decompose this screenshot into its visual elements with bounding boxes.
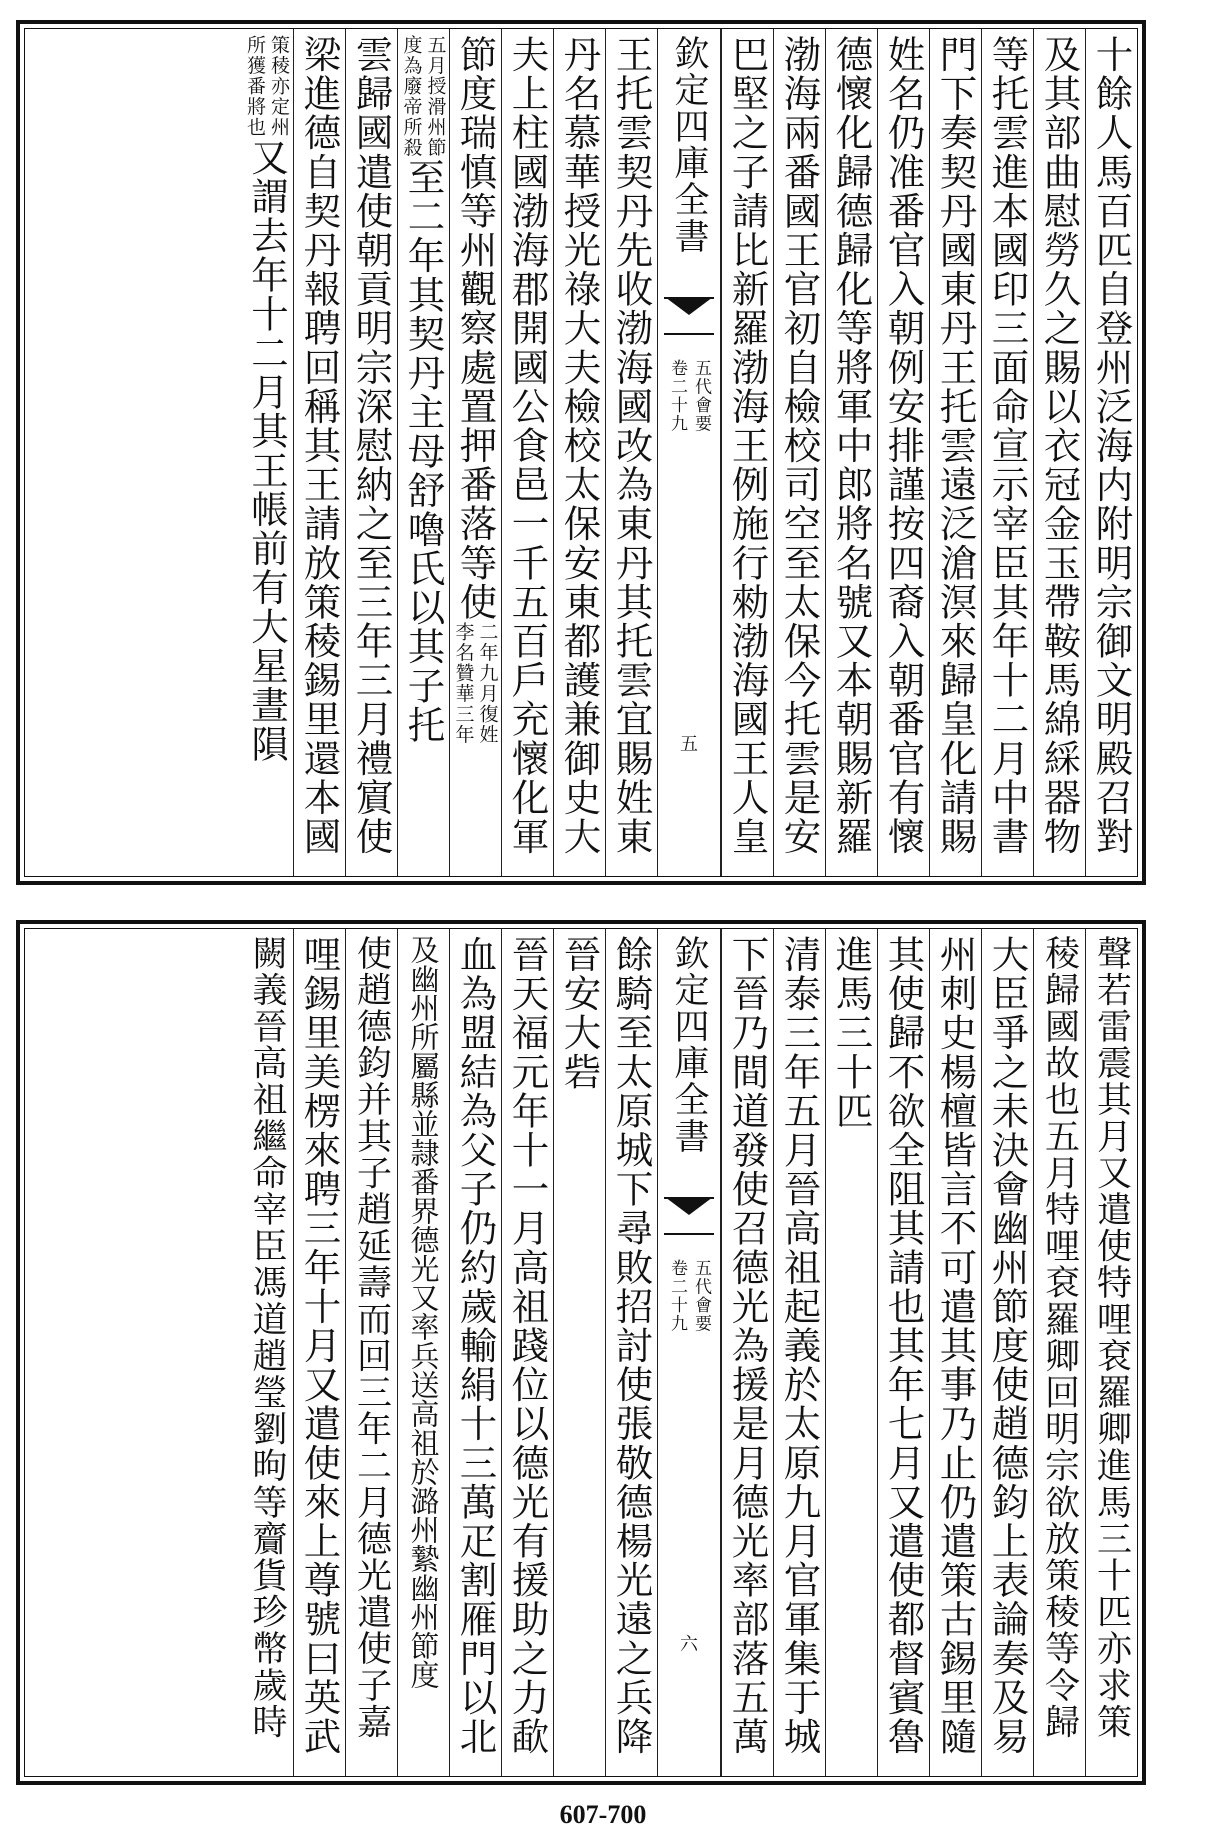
column-text: 巴堅之子請比新羅渤海王例施行勑渤海國王人皇 <box>725 35 770 857</box>
text-column <box>397 929 449 1776</box>
book-title: 五代會要 <box>691 1259 711 1333</box>
lower-leaf-frame <box>24 928 1138 1777</box>
upper-leaf-frame <box>24 28 1138 877</box>
annotation <box>243 35 291 138</box>
fishtail-mark <box>664 297 714 335</box>
text-column <box>1033 929 1085 1776</box>
column-text: 晉安大砦 <box>557 935 602 1092</box>
column-text: 門下奏契丹國東丹王托雲遠泛滄溟來歸皇化請賜 <box>933 35 978 857</box>
column-text: 及其部曲慰勞久之賜以衣冠金玉帶鞍馬綿綵器物 <box>1037 35 1082 857</box>
text-column <box>825 29 877 876</box>
column-text: 稜歸國故也五月特哩袞羅卿回明宗欲放策稜等令歸 <box>1039 935 1080 1741</box>
center-fold-column <box>657 929 721 1776</box>
text-column <box>345 929 397 1776</box>
column-text: 夫上柱國渤海郡開國公食邑一千五百戶充懷化軍 <box>505 35 550 857</box>
annotation <box>400 35 448 158</box>
book-series-title: 欽定四庫全書 <box>669 35 709 255</box>
column-text: 王托雲契丹先收渤海國改為東丹其托雲宜賜姓東 <box>609 35 654 857</box>
column-text: 哩錫里美楞來聘三年十月又遣使來上尊號曰英武 <box>297 935 342 1757</box>
text-column <box>293 929 345 1776</box>
column-text: 使趙德鈞并其子趙延壽而回三年二月德光遣使子嘉 <box>351 935 392 1741</box>
column-text: 等托雲進本國印三面命宣示宰臣其年十二月中書 <box>985 35 1030 857</box>
column-text: 德懷化歸德歸化等將軍中郎將名號又本朝賜新羅 <box>829 35 874 857</box>
text-column <box>241 929 293 1776</box>
annotation-line: 策稜亦定州 <box>268 35 290 138</box>
page-code: 607-700 <box>559 1800 647 1829</box>
column-text: 渤海兩番國王官初自檢校司空至太保今托雲是安 <box>777 35 822 857</box>
column-text: 節度瑞慎等州觀察處置押番落等使 <box>453 35 498 622</box>
annotation-line: 度為廢帝所殺 <box>400 35 423 158</box>
column-text: 十餘人馬百匹自登州泛海内附明宗御文明殿召對 <box>1089 35 1134 857</box>
column-text: 進馬三十匹 <box>829 935 874 1131</box>
text-column <box>345 29 397 876</box>
column-text: 闕義晉高祖繼命宰臣馮道趙瑩劉昫等齎貨珍幣歲時 <box>247 935 287 1741</box>
column-text: 聲若雷震其月又遣使特哩袞羅卿進馬三十匹亦求策 <box>1091 935 1132 1741</box>
leaf-number: 五 <box>680 734 698 755</box>
annotation-line: 李名贊華三年 <box>452 621 475 745</box>
upper-leaf <box>16 20 1146 885</box>
text-column <box>241 29 293 876</box>
column-text: 州刺史楊檀皆言不可遣其事乃止仍遣策古錫里隨 <box>933 935 978 1757</box>
text-column <box>981 929 1033 1776</box>
text-column <box>773 929 825 1776</box>
text-column <box>605 929 657 1776</box>
column-text: 及幽州所屬縣並隷番界德光又率兵送高祖於潞州縶幽州節度 <box>406 935 441 1689</box>
text-column <box>1085 929 1137 1776</box>
text-column <box>501 929 553 1776</box>
column-text: 晉天福元年十一月高祖踐位以德光有援助之力歃 <box>505 935 550 1757</box>
text-column <box>929 929 981 1776</box>
column-text: 雲歸國遣使朝貢明宗深慰納之至三年三月禮賔使 <box>349 35 394 857</box>
text-column <box>293 29 345 876</box>
text-column <box>929 29 981 876</box>
column-text: 丹名慕華授光祿大夫檢校太保安東都護兼御史大 <box>557 35 602 857</box>
text-column <box>877 929 929 1776</box>
lower-leaf <box>16 920 1146 1785</box>
book-title: 五代會要 <box>691 359 711 433</box>
column-text: 姓名仍准番官入朝例安排謹按四裔入朝番官有懷 <box>881 35 926 857</box>
text-column <box>877 29 929 876</box>
text-column <box>721 929 773 1776</box>
text-column <box>825 929 877 1776</box>
text-column <box>449 929 501 1776</box>
book-series-title: 欽定四庫全書 <box>669 935 709 1155</box>
annotation-line: 二年九月復姓 <box>476 621 499 745</box>
column-text: 至二年其契丹主母舒嚕氏以其子托 <box>401 158 446 745</box>
text-column <box>981 29 1033 876</box>
annotation-line: 所獲番將也 <box>244 35 266 138</box>
text-column <box>1033 29 1085 876</box>
volume-label: 卷二十九 <box>667 1259 687 1333</box>
fishtail-mark <box>664 1197 714 1235</box>
text-column <box>501 29 553 876</box>
column-text: 下晉乃間道發使召德光為援是月德光率部落五萬 <box>725 935 770 1757</box>
column-text: 梁進德自契丹報聘回稱其王請放策稜錫里還本國 <box>297 35 342 857</box>
column-text: 又謂去年十二月其王帳前有大星晝隕 <box>245 137 289 764</box>
volume-label: 卷二十九 <box>667 359 687 433</box>
center-fold-column <box>657 29 721 876</box>
annotation-line: 五月授滑州節 <box>424 35 447 158</box>
text-column <box>721 29 773 876</box>
column-text: 其使歸不欲全阻其請也其年七月又遣使都督賓魯 <box>881 935 926 1757</box>
leaf-number: 六 <box>680 1634 698 1655</box>
text-column <box>449 29 501 876</box>
column-text: 血為盟結為父子仍約歲輸絹十三萬疋割雁門以北 <box>453 935 498 1757</box>
column-text: 大臣爭之未決會幽州節度使趙德鈞上表論奏及易 <box>985 935 1030 1757</box>
text-column <box>553 29 605 876</box>
text-column <box>773 29 825 876</box>
column-text: 餘騎至太原城下尋敗招討使張敬德楊光遠之兵降 <box>609 935 654 1757</box>
column-text: 清泰三年五月晉高祖起義於太原九月官軍集于城 <box>777 935 822 1757</box>
text-column <box>553 929 605 1776</box>
text-column <box>397 29 449 876</box>
annotation <box>452 622 500 745</box>
text-column <box>605 29 657 876</box>
text-column <box>1085 29 1137 876</box>
